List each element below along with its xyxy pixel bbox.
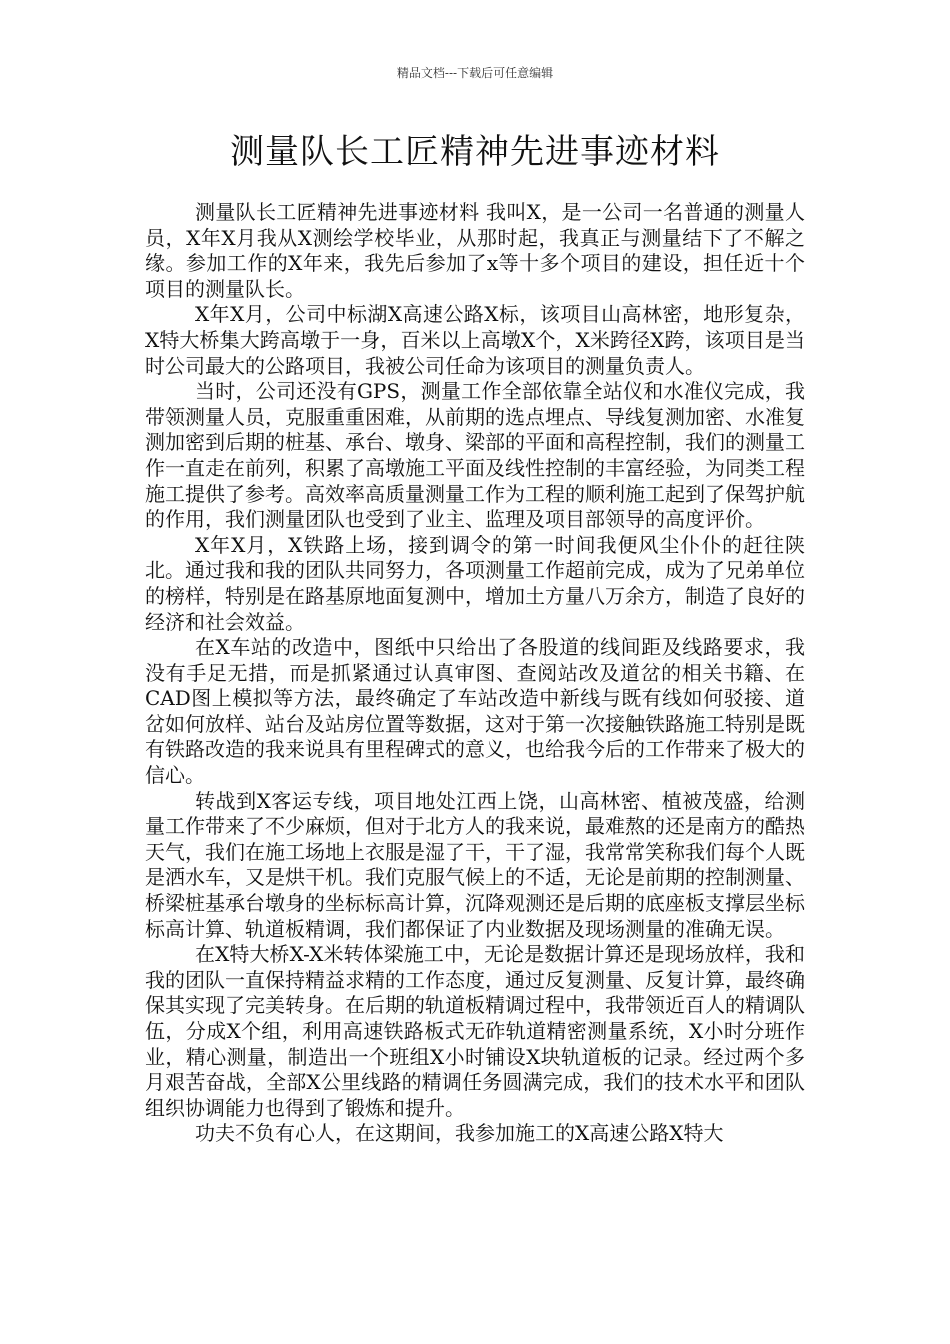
paragraph: 转战到X客运专线，项目地处江西上饶，山高林密、植被茂盛，给测量工作带来了不少麻烦，但对于北方人的我来说，最难熬的还是南方的酷热天气，我们在施工场地上衣服是湿了干，干了湿，我常常笑称我们每个人既是洒水车，又是烘干机。我们克服气候上的不适，无论是前期的控制测量、桥梁桩基承台墩身的坐标标高计算，沉降观测还是后期的底座板支撑层坐标标高计算、轨道板精调，我们都保证了内业数据及现场测量的准确无误。 (145, 788, 805, 941)
paragraph: 当时，公司还没有GPS，测量工作全部依靠全站仪和水准仪完成，我带领测量人员，克服重重困难，从前期的选点埋点、导线复测加密、水准复测加密到后期的桩基、承台、墩身、梁部的平面和高程控制，我们的测量工作一直走在前列，积累了高墩施工平面及线性控制的丰富经验，为同类工程施工提供了参考。高效率高质量测量工作为工程的顺利施工起到了保驾护航的作用，我们测量团队也受到了业主、监理及项目部领导的高度评价。 (145, 379, 805, 532)
document-body (145, 200, 805, 1320)
paragraph: X年X月，公司中标湖X高速公路X标，该项目山高林密，地形复杂，X特大桥集大跨高墩于一身，百米以上高墩X个，X米跨径X跨，该项目是当时公司最大的公路项目，我被公司任命为该项目的测量负责人。 (145, 302, 805, 378)
document-title: 测量队长工匠精神先进事迹材料 (230, 132, 720, 172)
header-note: 精品文档---下载后可任意编辑 (396, 66, 554, 80)
paragraph: X年X月，X铁路上场，接到调令的第一时间我便风尘仆仆的赶往陕北。通过我和我的团队共同努力，各项测量工作超前完成，成为了兄弟单位的榜样，特别是在路基原地面复测中，增加土方量八万余方，制造了良好的经济和社会效益。 (145, 532, 805, 634)
paragraph: 测量队长工匠精神先进事迹材料 我叫X，是一公司一名普通的测量人员，X年X月我从X测绘学校毕业，从那时起，我真正与测量结下了不解之缘。参加工作的X年来，我先后参加了x等十多个项目的建设，担任近十个项目的测量队长。 (145, 200, 805, 301)
paragraph: 在X特大桥X-X米转体梁施工中，无论是数据计算还是现场放样，我和我的团队一直保持精益求精的工作态度，通过反复测量、反复计算，最终确保其实现了完美转身。在后期的轨道板精调过程中，我带领近百人的精调队伍，分成X个组，利用高速铁路板式无砟轨道精密测量系统，X小时分班作业，精心测量，制造出一个班组X小时铺设X块轨道板的记录。经过两个多月艰苦奋战，全部X公里线路的精调任务圆满完成，我们的技术水平和团队组织协调能力也得到了锻炼和提升。 (145, 942, 805, 1120)
paragraph: 功夫不负有心人，在这期间，我参加施工的X高速公路X特大 (195, 1121, 724, 1146)
paragraph: 在X车站的改造中，图纸中只给出了各股道的线间距及线路要求，我没有手足无措，而是抓紧通过认真审图、查阅站改及道岔的相关书籍、在CAD图上模拟等方法，最终确定了车站改造中新线与既有线如何驳接、道岔如何放样、站台及站房位置等数据，这对于第一次接触铁路施工特别是既有铁路改造的我来说具有里程碑式的意义，也给我今后的工作带来了极大的信心。 (145, 635, 805, 788)
